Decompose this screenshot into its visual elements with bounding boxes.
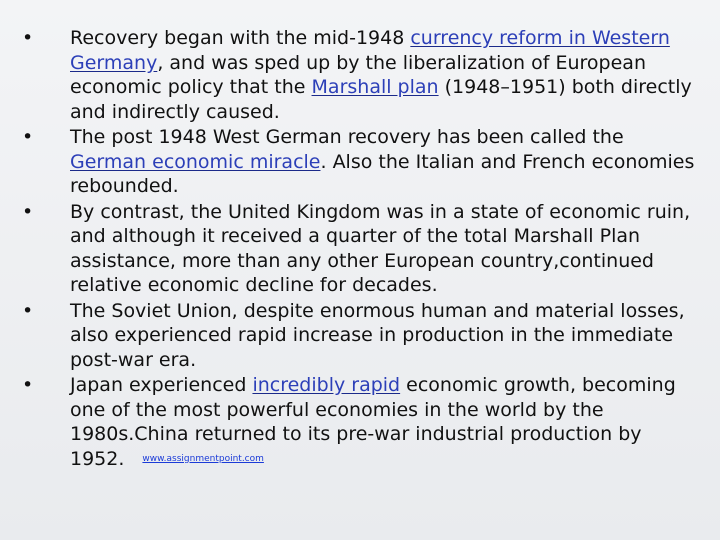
bullet-text: (1948–1951) both directly and indirectly caused. xyxy=(70,76,692,123)
bullet-dot: • xyxy=(22,374,34,396)
bullet-text: The post 1948 West German recovery has been called the xyxy=(70,126,624,148)
bullet-text: economic growth, becoming one of the most powerful economies in the world by the 1980s.China returned to its pre-war industrial production by 1952. xyxy=(70,374,676,470)
bullet-dot: • xyxy=(22,27,34,49)
bullet-text: The Soviet Union, despite enormous human and material losses, also experienced rapid increase in production in the immediate post-war era. xyxy=(70,299,685,371)
bullet-item xyxy=(22,299,702,373)
bullet-text: . Also the Italian and French economies rebounded. xyxy=(70,150,695,197)
website-link[interactable]: www.assignmentpoint.com xyxy=(142,453,264,464)
bullet-dot: • xyxy=(22,200,34,223)
bullet-item xyxy=(22,373,702,471)
incredibly-rapid-link[interactable]: incredibly rapid xyxy=(252,374,401,396)
bullet-text: Recovery began with the mid-1948 xyxy=(70,27,411,49)
bullet-text: , and was sped up by the liberalization of European economic policy that the xyxy=(70,51,646,98)
bullet-dot: • xyxy=(22,299,34,322)
currency-reform-link[interactable]: currency reform in Western Germany xyxy=(70,27,670,74)
german-economic-miracle-link[interactable]: German economic miracle xyxy=(70,150,321,173)
bullet-text: By contrast, the United Kingdom was in a state of economic ruin, and although it received a quarter of the total Marshall Plan assistance, more than any other European country,continued relative economic decline for decades. xyxy=(70,200,691,296)
bullet-dot: • xyxy=(22,126,34,148)
bullet-text: Japan experienced xyxy=(70,374,253,396)
bullet-item xyxy=(22,26,702,124)
bullet-list xyxy=(22,26,702,472)
marshall-plan-link[interactable]: Marshall plan xyxy=(311,76,439,98)
bullet-item xyxy=(22,200,702,298)
bullet-item xyxy=(22,125,702,199)
